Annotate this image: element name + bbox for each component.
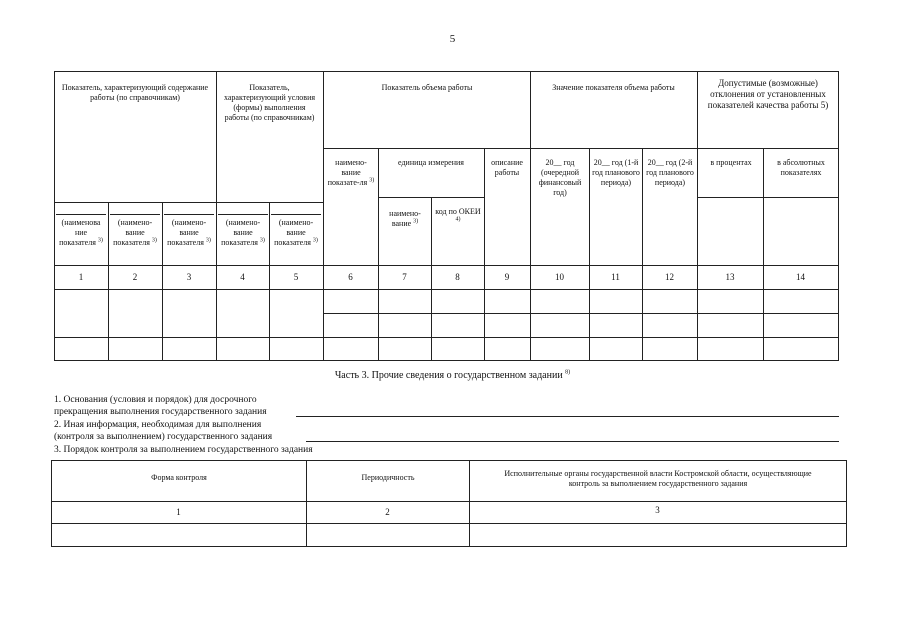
header-periodicity: Периодичность	[361, 473, 415, 482]
header-unit-name: наимено-вание $^{3)}$	[389, 209, 421, 228]
column-number: 12	[665, 272, 674, 282]
column-number: 1	[176, 507, 181, 517]
column-number: 6	[348, 272, 353, 282]
sub-indicator-name-5: (наимено-вание показателя $^{3)}$	[271, 214, 321, 248]
header-content-indicator: Показатель, характеризующий содержание работы (по справочникам)	[61, 83, 209, 102]
column-number: 14	[796, 272, 805, 282]
header-absolute: в абсолютных показателях	[777, 158, 825, 177]
header-executive-bodies: Исполнительные органы государственной власти Костромской области, осуществляющие контроль за выполнением государственного задания	[504, 469, 812, 488]
item3-line: 3. Порядок контроля за выполнением государственного задания	[54, 445, 313, 455]
header-volume-value: Значение показателя объема работы	[552, 83, 675, 92]
header-deviations: Допустимые (возможные) отклонения от установленных показателей качества работы 5)	[707, 78, 829, 110]
header-year-1: 20__ год (очередной финансовый год)	[538, 158, 582, 197]
item2-line2: (контроля за выполнением) государственного задания	[54, 432, 273, 442]
header-year-2: 20__ год (1-й год планового периода)	[592, 158, 640, 187]
header-unit: единица измерения	[398, 158, 464, 167]
header-description: описание работы	[491, 158, 523, 177]
sub-indicator-name-1: (наименова ние показателя $^{3)}$	[56, 214, 106, 248]
header-okei-code: код по ОКЕИ $^{4)}$	[435, 207, 481, 223]
header-conditions-indicator: Показатель, характеризующий условия (формы) выполнения работы (по справочникам)	[223, 83, 316, 122]
column-number: 2	[385, 507, 390, 517]
header-year-3: 20__ год (2-й год планового периода)	[646, 158, 694, 187]
header-indicator-name: наимено-вание показате-ля $^{3)}$	[327, 158, 375, 187]
item1-fill-line	[296, 416, 839, 417]
page-number: 5	[449, 33, 456, 45]
column-number: 3	[655, 505, 660, 515]
sub-indicator-name-3: (наимено-вание показателя $^{3)}$	[164, 214, 214, 248]
header-control-form: Форма контроля	[151, 473, 207, 482]
item1-line2: прекращения выполнения государственного задания	[54, 407, 267, 417]
item2-line1: 2. Иная информация, необходимая для выполнения	[54, 420, 262, 430]
item2-fill-line	[306, 441, 839, 442]
header-volume-indicator: Показатель объема работы	[381, 83, 473, 92]
column-number: 5	[293, 272, 299, 282]
column-number: 13	[725, 272, 735, 282]
column-number: 1	[78, 272, 84, 282]
column-number: 10	[555, 272, 564, 282]
header-percent: в процентах	[710, 158, 752, 167]
column-number: 2	[132, 272, 138, 282]
column-number: 11	[611, 272, 620, 282]
sub-indicator-name-4: (наимено-вание показателя $^{3)}$	[218, 214, 268, 248]
column-number: 4	[240, 272, 245, 282]
sub-indicator-name-2: (наимено-вание показателя $^{3)}$	[110, 214, 160, 248]
column-number: 8	[455, 272, 460, 282]
column-number: 9	[504, 272, 510, 282]
column-number: 7	[402, 272, 407, 282]
item1-line1: 1. Основания (условия и порядок) для досрочного	[54, 395, 257, 405]
column-number: 3	[186, 272, 192, 282]
part3-title: Часть 3. Прочие сведения о государственном задании $^{8)}$	[334, 369, 571, 381]
